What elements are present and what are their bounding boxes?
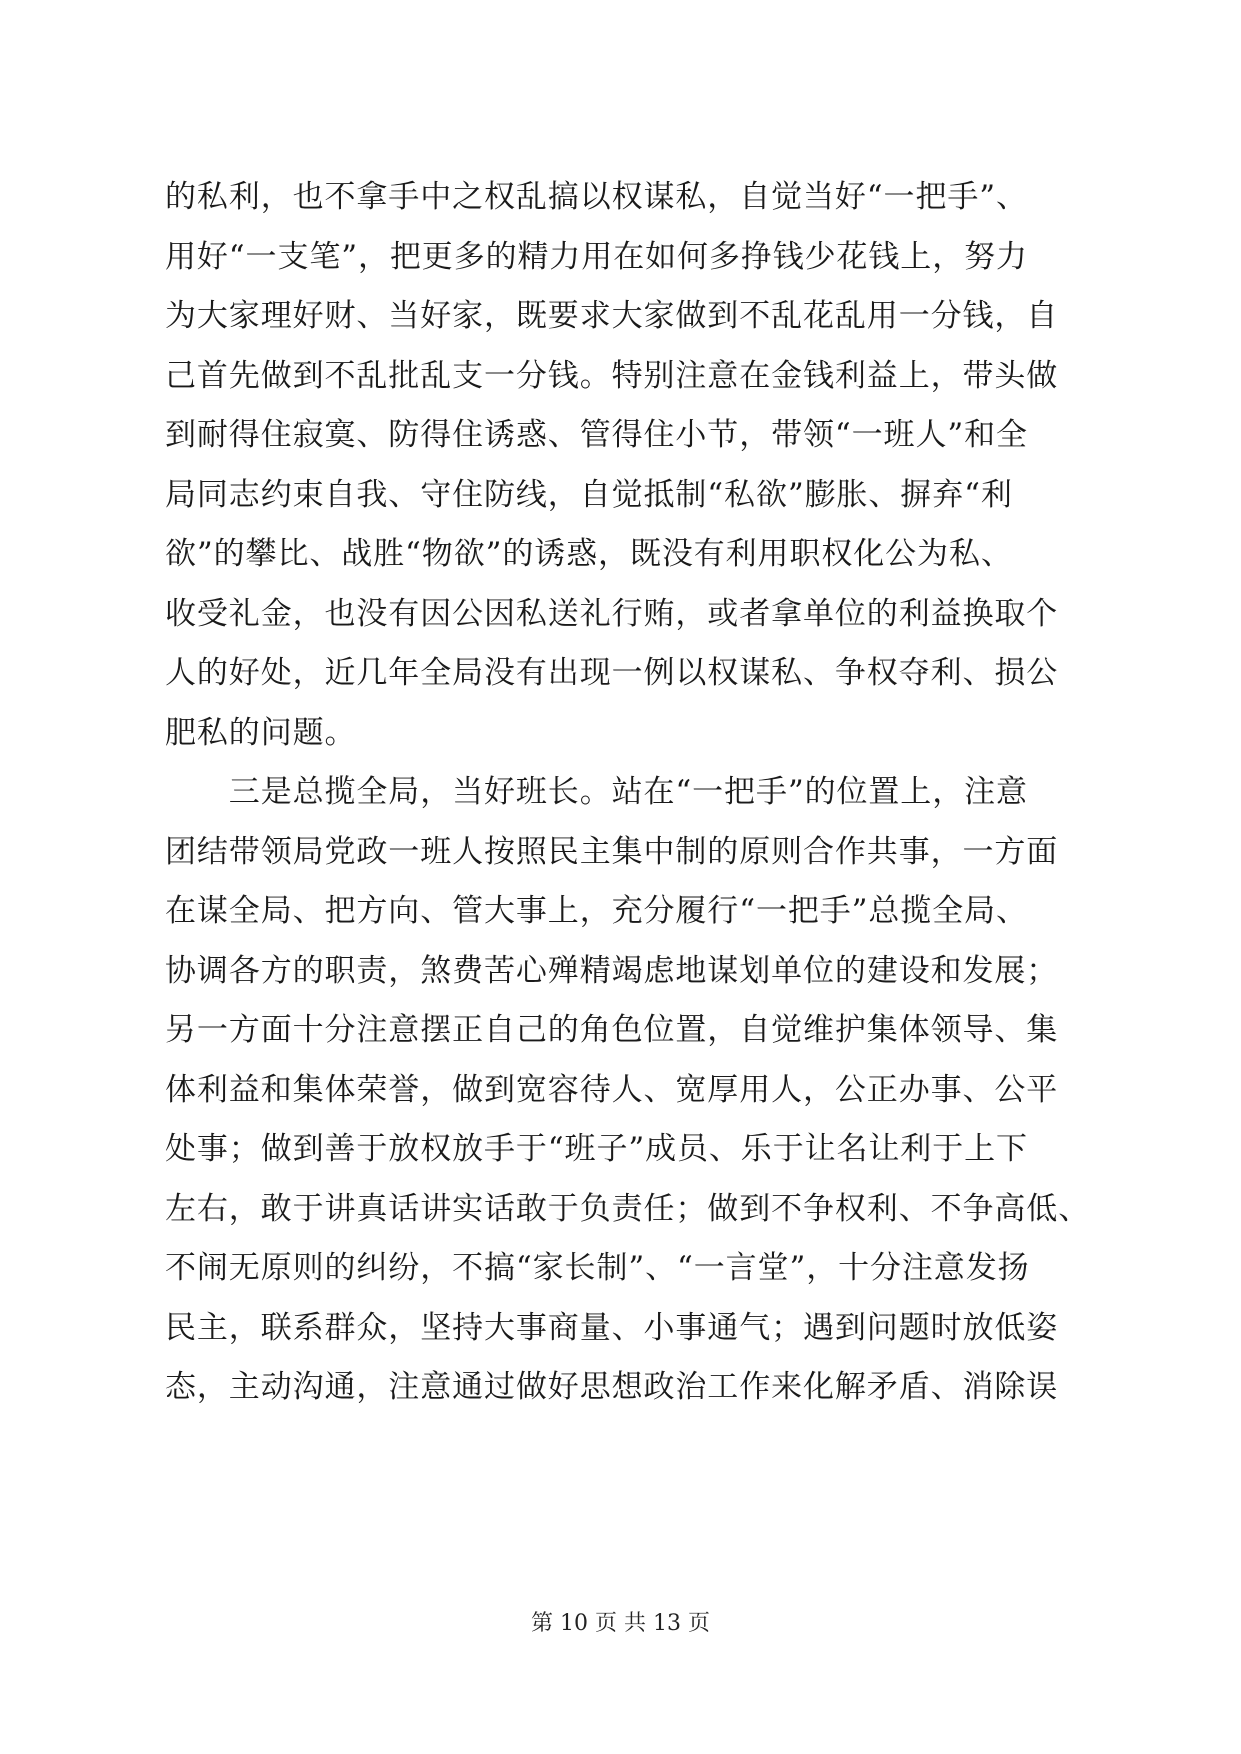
text-line: 协调各方的职责，煞费苦心殚精竭虑地谋划单位的建设和发展； (165, 952, 1059, 989)
text-line: 收受礼金，也没有因公因私送礼行贿，或者拿单位的利益换取个 (165, 595, 1059, 632)
text-line: 肥私的问题。 (165, 714, 357, 751)
text-line: 到耐得住寂寞、防得住诱惑、管得住小节，带领“一班人”和全 (165, 417, 1028, 453)
text-line: 态，主动沟通，注意通过做好思想政治工作来化解矛盾、消除误 (165, 1369, 1059, 1405)
page-footer: 第 10 页 共 13 页 (531, 1611, 710, 1636)
text-line: 左右，敢于讲真话讲实话敢于负责任；做到不争权利、不争高低、 (165, 1190, 1091, 1227)
text-line: 民主，联系群众，坚持大事商量、小事通气；遇到问题时放低姿 (165, 1309, 1059, 1346)
text-line: 团结带领局党政一班人按照民主集中制的原则合作共事，一方面 (165, 833, 1059, 870)
text-line: 己首先做到不乱批乱支一分钱。特别注意在金钱利益上，带头做 (165, 357, 1059, 394)
text-line: 欲”的攀比、战胜“物欲”的诱惑，既没有利用职权化公为私、 (165, 536, 1013, 572)
text-line: 三是总揽全局，当好班长。站在“一把手”的位置上，注意 (165, 774, 1028, 810)
text-line: 不闹无原则的纠纷，不搞“家长制”、“一言堂”，十分注意发扬 (165, 1250, 1030, 1286)
text-line: 局同志约束自我、守住防线，自觉抵制“私欲”膨胀、摒弃“利 (165, 476, 1013, 513)
text-line: 在谋全局、把方向、管大事上，充分履行“一把手”总揽全局、 (165, 893, 1028, 929)
text-line: 另一方面十分注意摆正自己的角色位置，自觉维护集体领导、集 (165, 1012, 1059, 1048)
text-line: 为大家理好财、当好家，既要求大家做到不乱花乱用一分钱，自 (165, 298, 1059, 334)
text-line: 人的好处，近几年全局没有出现一例以权谋私、争权夺利、损公 (165, 655, 1059, 691)
text-line: 用好“一支笔”，把更多的精力用在如何多挣钱少花钱上，努力 (165, 238, 1028, 275)
text-line: 的私利，也不拿手中之权乱搞以权谋私，自觉当好“一把手”、 (165, 179, 1028, 215)
text-line: 处事；做到善于放权放手于“班子”成员、乐于让名让利于上下 (165, 1131, 1028, 1167)
text-line: 体利益和集体荣誉，做到宽容待人、宽厚用人，公正办事、公平 (165, 1071, 1059, 1108)
body-text (165, 168, 1091, 1418)
